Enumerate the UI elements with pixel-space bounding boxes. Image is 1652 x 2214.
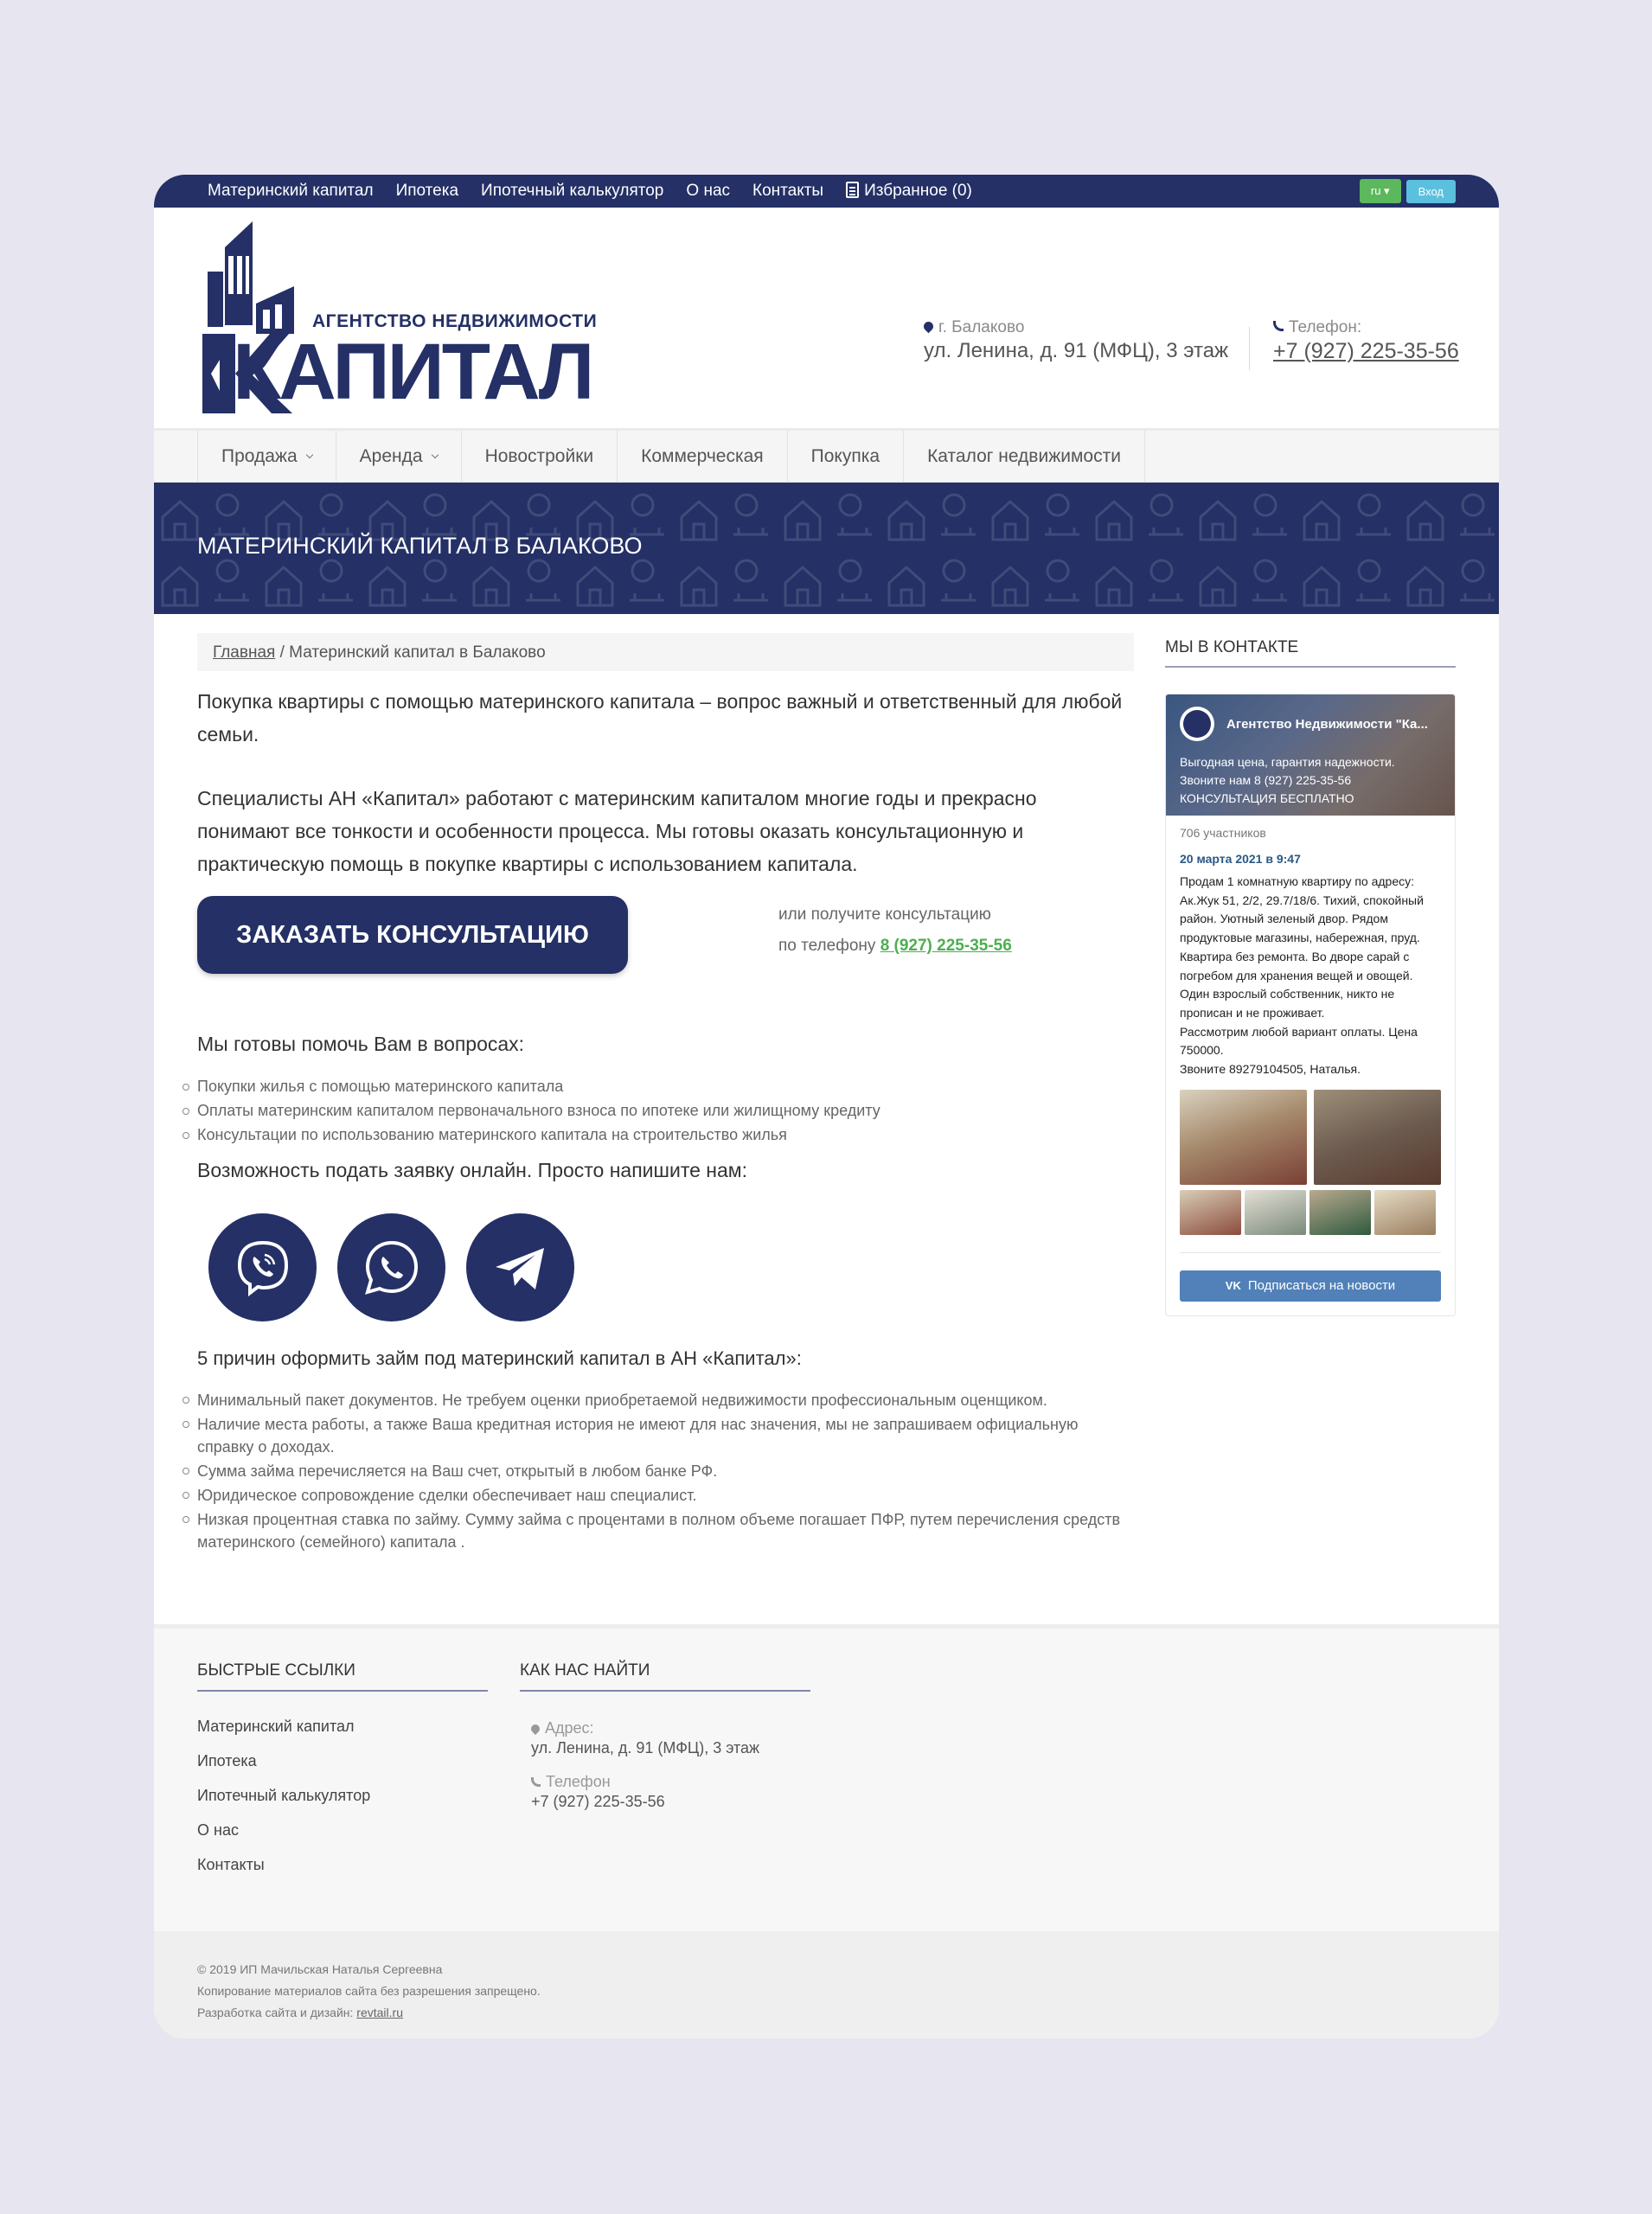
help-list bbox=[197, 1075, 1134, 1147]
header-phone-label bbox=[1273, 318, 1459, 337]
chevron-down-icon bbox=[431, 451, 438, 458]
nav-item-sale[interactable] bbox=[197, 431, 336, 482]
nav-item-rent-label: Аренда bbox=[359, 445, 423, 466]
copyright-bar bbox=[154, 1931, 1499, 2038]
consultation-phone-link[interactable]: 8 (927) 225-35-56 bbox=[880, 937, 1012, 955]
footer-find-us bbox=[520, 1661, 810, 1827]
vk-cover-line: КОНСУЛЬТАЦИЯ БЕСПЛАТНО bbox=[1180, 791, 1354, 805]
top-links bbox=[208, 182, 1360, 201]
site-header bbox=[154, 208, 1499, 431]
footer-phone[interactable]: +7 (927) 225-35-56 bbox=[531, 1793, 665, 1810]
footer-address-label-text: Адрес: bbox=[545, 1719, 594, 1737]
consultation-note-prefix: по телефону bbox=[778, 937, 880, 955]
viber-icon bbox=[233, 1238, 293, 1298]
nav-item-new-buildings[interactable]: Новостройки bbox=[462, 431, 618, 482]
vk-post-thumbnails bbox=[1180, 1190, 1441, 1235]
map-marker-icon bbox=[922, 320, 936, 334]
header-city bbox=[924, 318, 1228, 337]
footer-address: ул. Ленина, д. 91 (МФЦ), 3 этаж bbox=[531, 1739, 760, 1756]
specialists-paragraph: Специалисты АН «Капитал» работают с материнским капиталом многие годы и прекрасно понимают все тонкости и особенности процесса. Мы готовы оказать консультационную и практическую помощь в покупке квартиры с использованием капитала. bbox=[197, 787, 1037, 875]
logo-slogan: АГЕНТСТВО НЕДВИЖИМОСТИ bbox=[312, 311, 598, 331]
footer-find-title: КАК НАС НАЙТИ bbox=[520, 1661, 810, 1692]
consultation-phone-note bbox=[778, 899, 1012, 962]
header-city-label: г. Балаково bbox=[938, 318, 1025, 336]
breadcrumb-home[interactable]: Главная bbox=[213, 643, 276, 662]
reasons-heading: 5 причин оформить займ под материнский капитал в АН «Капитал»: bbox=[197, 1347, 802, 1369]
page-title: МАТЕРИНСКИЙ КАПИТАЛ В БАЛАКОВО bbox=[197, 533, 643, 559]
vk-group-avatar bbox=[1180, 707, 1214, 741]
document-icon bbox=[846, 182, 859, 198]
footer-link-maternity-capital[interactable]: Материнский капитал bbox=[197, 1718, 355, 1735]
map-marker-icon bbox=[529, 1723, 541, 1735]
messenger-buttons bbox=[208, 1213, 1134, 1321]
footer-link-contacts[interactable]: Контакты bbox=[197, 1856, 265, 1873]
breadcrumb-current: Материнский капитал в Балаково bbox=[289, 643, 546, 662]
vk-post-photos bbox=[1180, 1090, 1441, 1185]
header-phone bbox=[1273, 318, 1459, 364]
list-item: Консультации по использованию материнского капитала на строительство жилья bbox=[197, 1123, 1134, 1147]
order-consultation-button[interactable]: ЗАКАЗАТЬ КОНСУЛЬТАЦИЮ bbox=[197, 896, 628, 974]
sidebar-title: МЫ В КОНТАКТЕ bbox=[1165, 633, 1456, 668]
vk-cover-line: Выгодная цена, гарантия надежности. bbox=[1180, 755, 1395, 769]
breadcrumb bbox=[197, 633, 1134, 671]
consultation-note-line2 bbox=[778, 931, 1012, 962]
footer-quick-links bbox=[197, 1661, 488, 1891]
vk-icon: VK bbox=[1225, 1279, 1241, 1293]
vk-cover-line: Звоните нам 8 (927) 225-35-56 bbox=[1180, 773, 1352, 787]
list-item: Низкая процентная ставка по займу. Сумму займа с процентами в полном объеме погашает ПФР, путем перечисления средств материнского (семейного) капитала . bbox=[197, 1508, 1134, 1553]
list-item: Минимальный пакет документов. Не требуем оценки приобретаемой недвижимости профессиональным оценщиком. bbox=[197, 1389, 1134, 1411]
header-divider bbox=[1249, 327, 1250, 370]
footer-links bbox=[197, 1718, 488, 1873]
footer-phone-label bbox=[531, 1773, 810, 1791]
footer-link-calculator[interactable]: Ипотечный калькулятор bbox=[197, 1787, 371, 1804]
top-link-maternity-capital[interactable]: Материнский капитал bbox=[208, 182, 374, 200]
header-phone-label-text: Телефон: bbox=[1289, 318, 1362, 336]
header-address bbox=[924, 318, 1228, 363]
footer-quick-title: БЫСТРЫЕ ССЫЛКИ bbox=[197, 1661, 488, 1692]
whatsapp-button[interactable] bbox=[337, 1213, 445, 1321]
copy-notice: Копирование материалов сайта без разрешения запрещено. bbox=[197, 1984, 541, 1998]
header-phone-link[interactable]: +7 (927) 225-35-56 bbox=[1273, 339, 1459, 363]
page-banner bbox=[154, 483, 1499, 614]
footer-link-mortgage[interactable]: Ипотека bbox=[197, 1752, 257, 1769]
list-item: Сумма займа перечисляется на Ваш счет, открытый в любом банке РФ. bbox=[197, 1460, 1134, 1482]
top-link-mortgage-calculator[interactable]: Ипотечный калькулятор bbox=[481, 182, 664, 200]
reasons-list bbox=[197, 1389, 1134, 1553]
vk-photo[interactable] bbox=[1314, 1090, 1441, 1185]
vk-post-text: Продам 1 комнатную квартиру по адресу: Ак.Жук 51, 2/2, 29.7/18/6. Тихий, спокойный район. Уютный зеленый двор. Рядом продуктовые магазины, набережная, пруд. Квартира без ремонта. Во дворе сарай с погребом для хранения вещей и овощей. Один взрослый собственник, никто не прописан и не проживает. Рассмотрим любой вариант оплаты. Цена 750000. Звоните 89279104505, Наталья. bbox=[1180, 874, 1424, 1077]
developer-link[interactable]: revtail.ru bbox=[356, 2006, 403, 2019]
vk-subscribe-label: Подписаться на новости bbox=[1247, 1278, 1396, 1294]
footer-address-label bbox=[531, 1719, 810, 1737]
nav-item-rent[interactable] bbox=[336, 431, 462, 482]
top-bar bbox=[154, 175, 1499, 208]
footer-phone-label-text: Телефон bbox=[546, 1773, 611, 1790]
list-item: Юридическое сопровождение сделки обеспечивает наш специалист. bbox=[197, 1484, 1134, 1507]
page-card bbox=[154, 175, 1499, 2038]
copyright-text: © 2019 ИП Мачильская Наталья Сергеевна bbox=[197, 1962, 443, 1976]
vk-subscribe-button[interactable] bbox=[1180, 1270, 1441, 1302]
vk-body bbox=[1166, 816, 1455, 1315]
language-button[interactable]: ru ▾ bbox=[1360, 179, 1401, 203]
list-item: Оплаты материнским капиталом первоначального взноса по ипотеке или жилищному кредиту bbox=[197, 1099, 1134, 1123]
top-link-mortgage[interactable]: Ипотека bbox=[395, 182, 459, 200]
vk-widget bbox=[1165, 694, 1456, 1316]
sidebar bbox=[1165, 633, 1456, 1316]
logo[interactable] bbox=[202, 221, 600, 416]
vk-photo-thumb[interactable] bbox=[1374, 1190, 1436, 1235]
intro-paragraph: Покупка квартиры с помощью материнского капитала – вопрос важный и ответственный для любой семьи. bbox=[197, 690, 1123, 745]
developer-credit bbox=[197, 2002, 1456, 2024]
nav-item-commercial[interactable]: Коммерческая bbox=[618, 431, 788, 482]
vk-photo-thumb[interactable] bbox=[1245, 1190, 1306, 1235]
telegram-button[interactable] bbox=[466, 1213, 574, 1321]
vk-photo-thumb[interactable] bbox=[1180, 1190, 1241, 1235]
vk-members-count: 706 участников bbox=[1180, 826, 1266, 840]
vk-cover-text bbox=[1180, 753, 1395, 808]
vk-photo[interactable] bbox=[1180, 1090, 1307, 1185]
main-content bbox=[197, 633, 1134, 1555]
consultation-row bbox=[197, 896, 1134, 998]
main-nav bbox=[154, 431, 1499, 483]
phone-icon bbox=[1273, 321, 1284, 331]
list-item: Наличие места работы, а также Ваша кредитная история не имеют для нас значения, мы не запрашиваем официальную справку о доходах. bbox=[197, 1413, 1134, 1458]
footer-link-about[interactable]: О нас bbox=[197, 1821, 239, 1839]
online-request-heading: Возможность подать заявку онлайн. Просто напишите нам: bbox=[197, 1159, 747, 1181]
logo-name-text: КАПИТАЛ bbox=[233, 328, 592, 416]
developer-prefix: Разработка сайта и дизайн: bbox=[197, 2006, 357, 2019]
consultation-note-line1: или получите консультацию bbox=[778, 905, 991, 924]
vk-photo-thumb[interactable] bbox=[1309, 1190, 1371, 1235]
viber-button[interactable] bbox=[208, 1213, 317, 1321]
avatar-icon bbox=[1183, 710, 1211, 738]
vk-group-name[interactable]: Агентство Недвижимости "Ка... bbox=[1226, 717, 1428, 732]
list-item: Покупки жилья с помощью материнского капитала bbox=[197, 1075, 1134, 1098]
logo-name bbox=[233, 328, 592, 416]
header-street: ул. Ленина, д. 91 (МФЦ), 3 этаж bbox=[924, 339, 1229, 362]
footer bbox=[154, 1624, 1499, 1931]
whatsapp-icon bbox=[362, 1238, 422, 1298]
help-heading: Мы готовы помочь Вам в вопросах: bbox=[197, 1033, 525, 1055]
phone-icon bbox=[531, 1777, 541, 1787]
chevron-down-icon bbox=[305, 451, 312, 458]
vk-post-date[interactable]: 20 марта 2021 в 9:47 bbox=[1180, 852, 1301, 866]
breadcrumb-separator: / bbox=[275, 643, 290, 662]
top-link-contacts[interactable]: Контакты bbox=[752, 182, 824, 200]
vk-divider bbox=[1180, 1252, 1441, 1253]
nav-item-catalog[interactable]: Каталог недвижимости bbox=[904, 431, 1145, 482]
nav-item-purchase[interactable]: Покупка bbox=[788, 431, 904, 482]
top-link-about[interactable]: О нас bbox=[686, 182, 731, 200]
favorites-label: Избранное (0) bbox=[864, 182, 972, 200]
login-button[interactable]: Вход bbox=[1406, 180, 1456, 203]
nav-item-sale-label: Продажа bbox=[221, 445, 298, 466]
top-link-favorites[interactable] bbox=[846, 182, 972, 201]
telegram-icon bbox=[490, 1238, 551, 1298]
vk-cover[interactable] bbox=[1166, 694, 1455, 816]
footer-contact-info bbox=[520, 1719, 810, 1811]
